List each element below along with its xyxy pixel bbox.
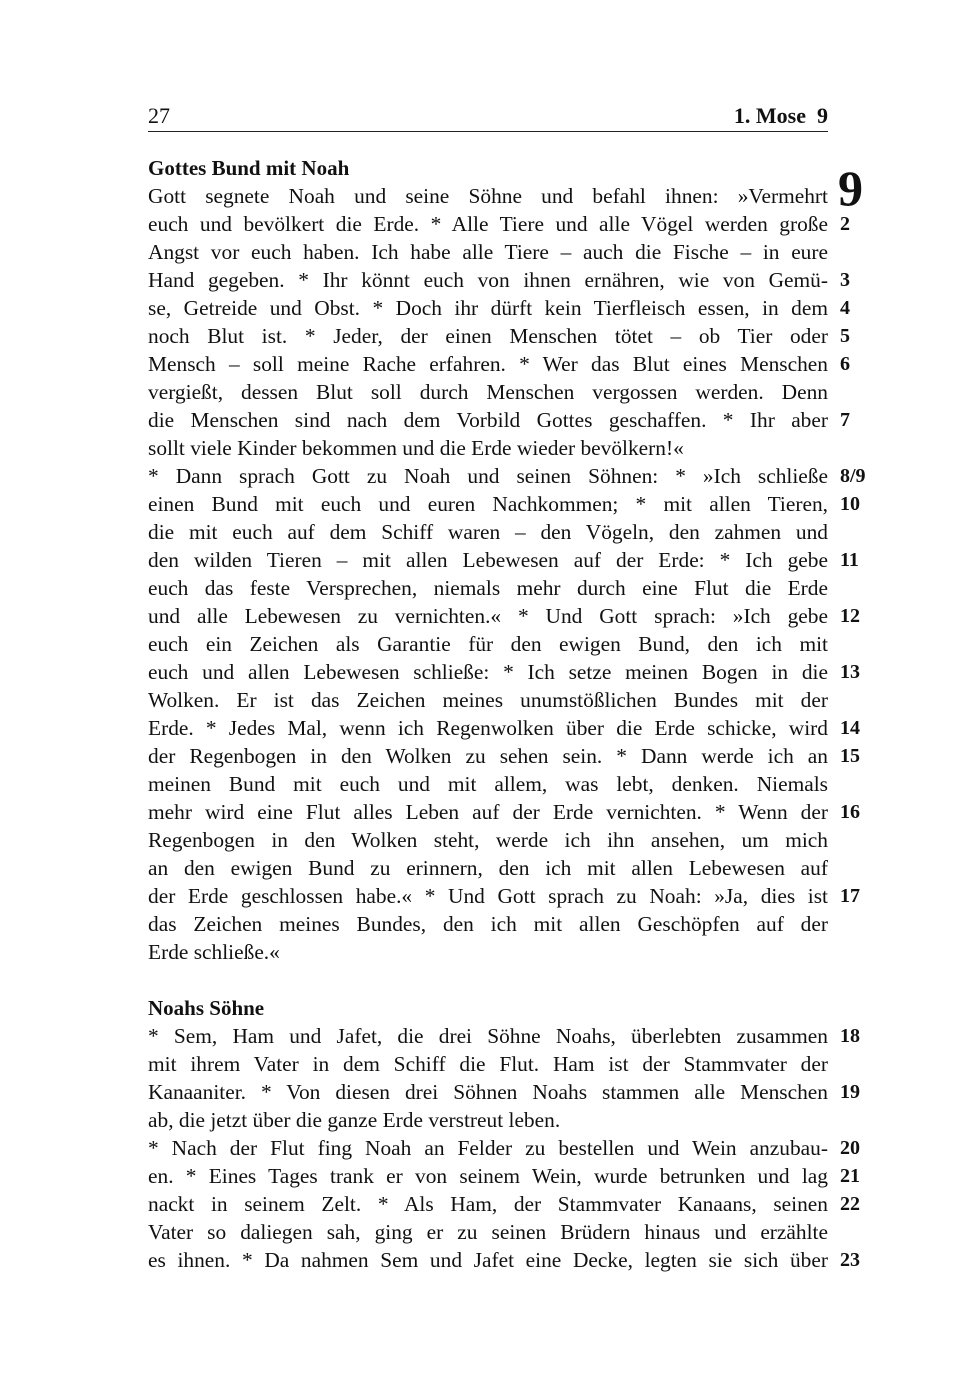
text-line: an den ewigen Bund zu erinnern, den ich mit allen Lebewesen auf [148,856,828,880]
text-line: Gott segnete Noah und seine Söhne und befahl ihnen: »Vermehrt [148,184,828,208]
verse-number: 5 [840,325,850,347]
text-line: Wolken. Er ist das Zeichen meines unumstößlichen Bundes mit der [148,688,828,712]
verse-number: 16 [840,801,860,823]
verse-number: 21 [840,1165,860,1187]
verse-number: 17 [840,885,860,907]
text-line: das Zeichen meines Bundes, den ich mit allen Geschöpfen auf der [148,912,828,936]
text-line: euch ein Zeichen als Garantie für den ewigen Bund, den ich mit [148,632,828,656]
chapter-number: 9 [838,160,863,216]
text-line: Angst vor euch haben. Ich habe alle Tiere – auch die Fische – in eure [148,240,828,264]
text-line: der Erde geschlossen habe.« * Und Gott sprach zu Noah: »Ja, dies ist [148,884,828,908]
text-line: Erde schließe.« [148,940,280,964]
verse-number: 20 [840,1137,860,1159]
section-heading: Noahs Söhne [148,996,265,1020]
text-line: en. * Eines Tages trank er von seinem Wein, wurde betrunken und lag [148,1164,828,1188]
verse-number: 8/9 [840,465,866,487]
verse-number: 15 [840,745,860,767]
text-line: euch und bevölkert die Erde. * Alle Tiere und alle Vögel werden große [148,212,828,236]
verse-number: 4 [840,297,850,319]
text-line: ab, die jetzt über die ganze Erde verstreut leben. [148,1108,561,1132]
text-line: mehr wird eine Flut alles Leben auf der Erde vernichten. * Wenn der [148,800,828,824]
text-line: Vater so daliegen sah, ging er zu seinen Brüdern hinaus und erzählte [148,1220,828,1244]
text-line: der Regenbogen in den Wolken zu sehen sein. * Dann werde ich an [148,744,828,768]
text-line: * Dann sprach Gott zu Noah und seinen Söhnen: * »Ich schließe [148,464,828,488]
text-line: sollt viele Kinder bekommen und die Erde wieder bevölkern!« [148,436,684,460]
verse-number: 13 [840,661,860,683]
verse-number: 19 [840,1081,860,1103]
text-line: * Nach der Flut fing Noah an Felder zu bestellen und Wein anzubau- [148,1136,828,1160]
book-reference: 1. Mose 9 [733,103,828,128]
verse-number: 23 [840,1249,860,1271]
running-header [148,103,828,132]
verse-number: 22 [840,1193,860,1215]
section-heading: Gottes Bund mit Noah [148,156,350,180]
page-number: 27 [148,103,170,128]
text-line: den wilden Tieren – mit allen Lebewesen auf der Erde: * Ich gebe [148,548,828,572]
text-line: euch und allen Lebewesen schließe: * Ich setze meinen Bogen in die [148,660,828,684]
text-line: einen Bund mit euch und euren Nachkommen; * mit allen Tieren, [148,492,828,516]
text-line: mit ihrem Vater in dem Schiff die Flut. Ham ist der Stammvater der [148,1052,828,1076]
text-line: noch Blut ist. * Jeder, der einen Menschen tötet – ob Tier oder [148,324,828,348]
text-line: vergießt, dessen Blut soll durch Menschen vergossen werden. Denn [148,380,828,404]
verse-number: 7 [840,409,850,431]
text-line: es ihnen. * Da nahmen Sem und Jafet eine Decke, legten sie sich über [148,1248,828,1272]
verse-number: 14 [840,717,860,739]
verse-number: 12 [840,605,860,627]
text-line: Erde. * Jedes Mal, wenn ich Regenwolken über die Erde schicke, wird [148,716,828,740]
verse-number: 2 [840,213,850,235]
text-line: die mit euch auf dem Schiff waren – den Vögeln, den zahmen und [148,520,828,544]
verse-number: 3 [840,269,850,291]
verse-number: 10 [840,493,860,515]
verse-number: 18 [840,1025,860,1047]
text-line: euch das feste Versprechen, niemals mehr durch eine Flut die Erde [148,576,828,600]
text-line: Mensch – soll meine Rache erfahren. * Wer das Blut eines Menschen [148,352,828,376]
text-line: meinen Bund mit euch und mit allem, was lebt, denken. Niemals [148,772,828,796]
verse-number: 6 [840,353,850,375]
text-line: * Sem, Ham und Jafet, die drei Söhne Noahs, überlebten zusammen [148,1024,828,1048]
verse-number: 11 [840,549,859,571]
text-line: und alle Lebewesen zu vernichten.« * Und Gott sprach: »Ich gebe [148,604,828,628]
text-line: se, Getreide und Obst. * Doch ihr dürft kein Tierfleisch essen, in dem [148,296,828,320]
text-line: Hand gegeben. * Ihr könnt euch von ihnen ernähren, wie von Gemü- [148,268,828,292]
text-line: nackt in seinem Zelt. * Als Ham, der Stammvater Kanaans, seinen [148,1192,828,1216]
text-line: Kanaaniter. * Von diesen drei Söhnen Noahs stammen alle Menschen [148,1080,828,1104]
text-line: Regenbogen in den Wolken steht, werde ich ihn ansehen, um mich [148,828,828,852]
text-line: die Menschen sind nach dem Vorbild Gottes geschaffen. * Ihr aber [148,408,828,432]
